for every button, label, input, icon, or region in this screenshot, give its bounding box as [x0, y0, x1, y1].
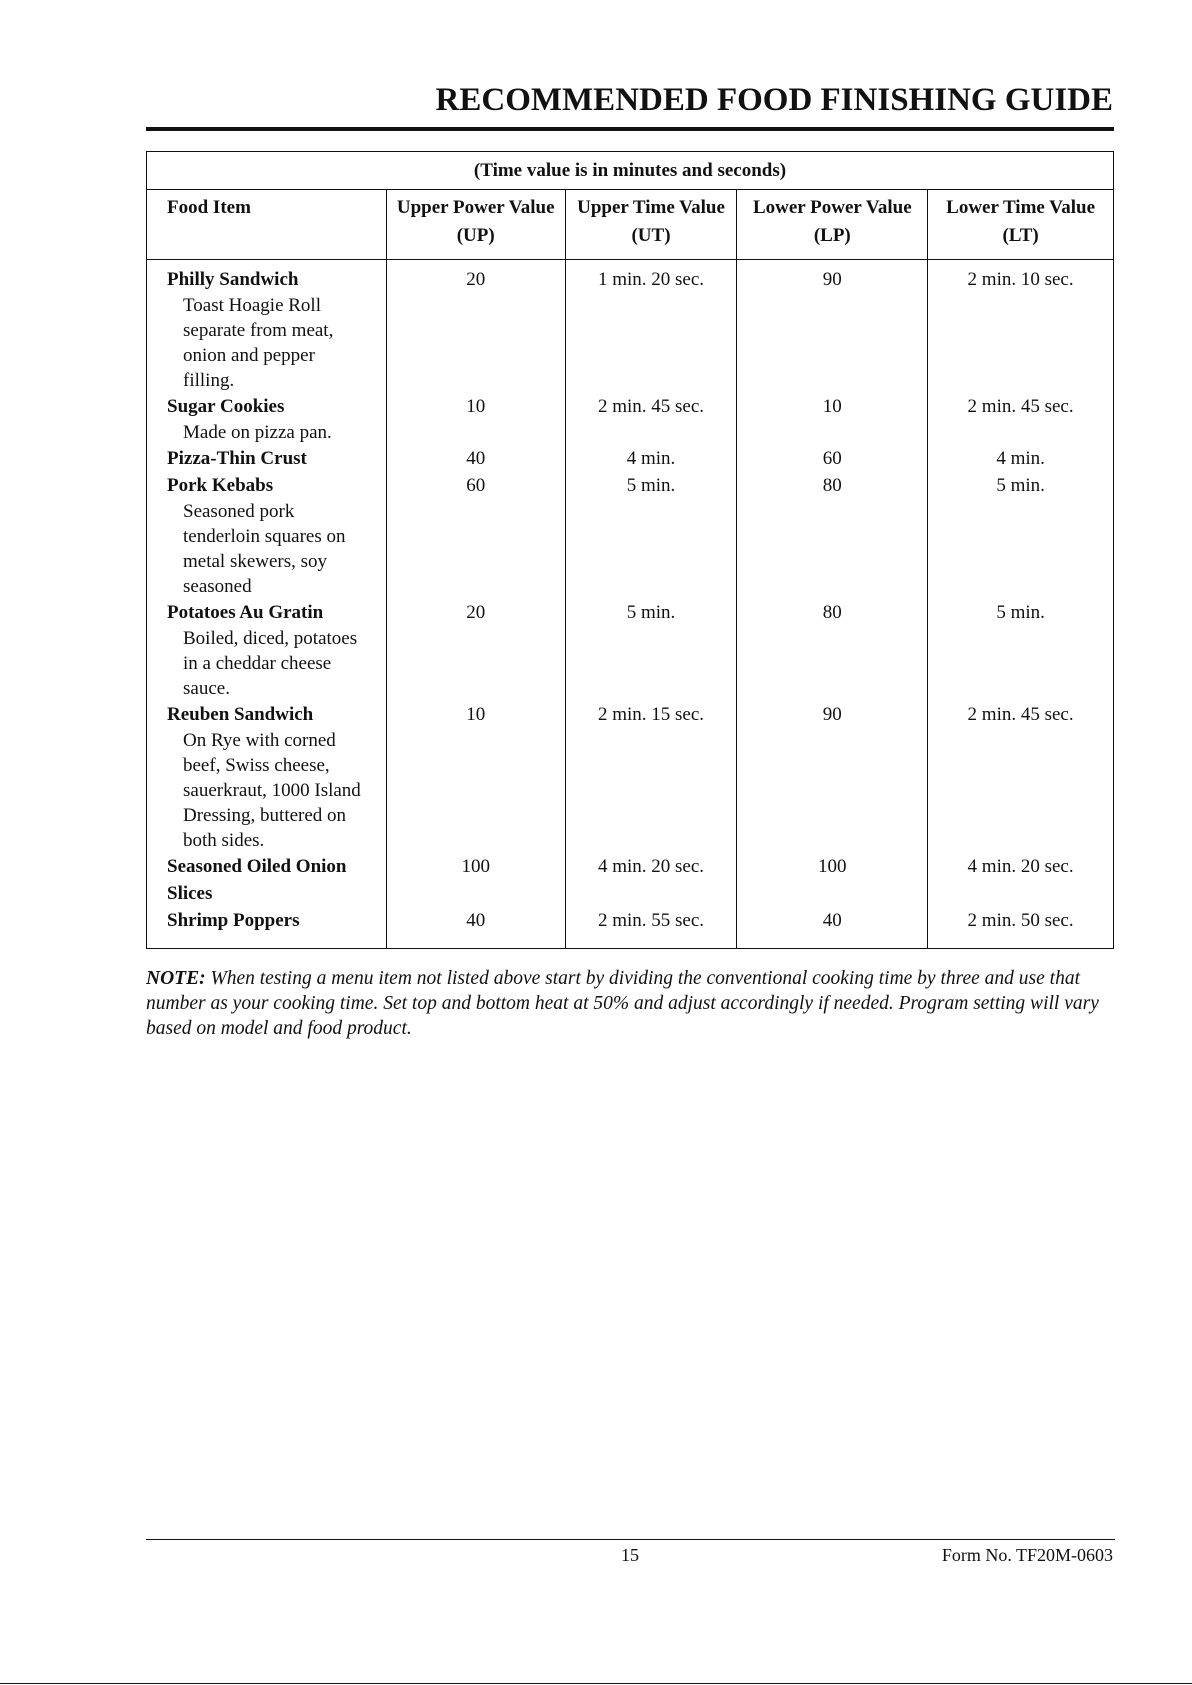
form-number: Form No. TF20M-0603: [941, 1545, 1113, 1565]
upper-time-value: 2 min. 55 sec.: [565, 907, 737, 949]
upper-time-value: 4 min.: [565, 445, 737, 472]
upper-power-value: 60: [386, 472, 565, 599]
food-item-cell: [147, 599, 387, 701]
lower-time-value: 4 min. 20 sec.: [928, 853, 1114, 907]
lower-power-value: 90: [737, 260, 928, 394]
upper-power-value: 40: [386, 445, 565, 472]
header-lower-power: Lower Power Value (LP): [737, 190, 928, 260]
upper-time-value: 1 min. 20 sec.: [565, 260, 737, 394]
table-row: [147, 907, 1114, 949]
food-item-description: Dressing, buttered on: [183, 805, 347, 826]
lower-power-value: 60: [737, 445, 928, 472]
food-item-name: Seasoned Oiled Onion: [167, 856, 347, 877]
food-item-description: Toast Hoagie Roll: [183, 295, 321, 316]
lower-power-value: 80: [737, 599, 928, 701]
upper-time-value: 4 min. 20 sec.: [565, 853, 737, 907]
food-item-description: filling.: [183, 370, 235, 391]
upper-power-value: 20: [386, 260, 565, 394]
table-row: [147, 701, 1114, 853]
note-text: When testing a menu item not listed above start by dividing the conventional cooking time by three and use that number as your cooking time. Set top and bottom heat at 50% and adjust accordingly if needed. Program setting will vary based on model and food product.: [146, 968, 1099, 1039]
note-label: NOTE:: [146, 968, 206, 989]
lower-power-value: 80: [737, 472, 928, 599]
lower-time-value: 4 min.: [928, 445, 1114, 472]
header-food-item: Food Item: [147, 190, 387, 260]
food-item-description: onion and pepper: [183, 345, 315, 366]
food-item-description: sauerkraut, 1000 Island: [183, 780, 361, 801]
note-paragraph: [146, 966, 1114, 1041]
upper-time-value: 2 min. 15 sec.: [565, 701, 737, 853]
food-item-name: Philly Sandwich: [167, 269, 299, 290]
upper-power-value: 100: [386, 853, 565, 907]
food-item-name: Potatoes Au Gratin: [167, 602, 324, 623]
header-upper-power: Upper Power Value (UP): [386, 190, 565, 260]
upper-time-value: 2 min. 45 sec.: [565, 393, 737, 445]
table-row: [147, 472, 1114, 599]
lower-time-value: 5 min.: [928, 599, 1114, 701]
food-item-description: Made on pizza pan.: [183, 422, 332, 443]
food-item-name: Pork Kebabs: [167, 475, 274, 496]
table-row: [147, 853, 1114, 907]
lower-power-value: 40: [737, 907, 928, 949]
page-title: RECOMMENDED FOOD FINISHING GUIDE: [435, 82, 1113, 118]
lower-time-value: 2 min. 10 sec.: [928, 260, 1114, 394]
food-item-description: sauce.: [183, 678, 230, 699]
food-item-name: Sugar Cookies: [167, 396, 285, 417]
food-item-cell: [147, 853, 387, 907]
upper-power-value: 40: [386, 907, 565, 949]
food-item-description: in a cheddar cheese: [183, 653, 332, 674]
lower-power-value: 90: [737, 701, 928, 853]
food-item-description: metal skewers, soy: [183, 551, 328, 572]
upper-power-value: 20: [386, 599, 565, 701]
food-item-description: tenderloin squares on: [183, 526, 346, 547]
table-row: [147, 393, 1114, 445]
food-item-cell: [147, 701, 387, 853]
header-lower-time: Lower Time Value (LT): [928, 190, 1114, 260]
food-item-name-continued: Slices: [167, 883, 213, 904]
food-item-description: both sides.: [183, 830, 265, 851]
table-header-row: [147, 190, 1114, 260]
table-row: [147, 599, 1114, 701]
lower-time-value: 2 min. 45 sec.: [928, 701, 1114, 853]
upper-time-value: 5 min.: [565, 599, 737, 701]
food-item-cell: [147, 907, 387, 949]
table-body: [147, 260, 1114, 949]
food-item-description: seasoned: [183, 576, 252, 597]
table-caption: (Time value is in minutes and seconds): [147, 152, 1114, 190]
food-item-name: Pizza-Thin Crust: [167, 448, 307, 469]
food-item-description: separate from meat,: [183, 320, 334, 341]
food-finishing-table: [146, 151, 1114, 949]
lower-power-value: 10: [737, 393, 928, 445]
upper-power-value: 10: [386, 701, 565, 853]
table-row: [147, 445, 1114, 472]
food-item-cell: [147, 393, 387, 445]
page-bottom-edge: [0, 1683, 1192, 1684]
food-item-name: Shrimp Poppers: [167, 910, 300, 931]
lower-time-value: 2 min. 50 sec.: [928, 907, 1114, 949]
footer-divider: [146, 1539, 1115, 1540]
table-row: [147, 260, 1114, 394]
food-item-cell: [147, 472, 387, 599]
food-item-description: beef, Swiss cheese,: [183, 755, 330, 776]
table-caption-row: [147, 152, 1114, 190]
lower-time-value: 5 min.: [928, 472, 1114, 599]
food-item-description: On Rye with corned: [183, 730, 336, 751]
lower-power-value: 100: [737, 853, 928, 907]
food-item-description: Seasoned pork: [183, 501, 295, 522]
page-number: 15: [621, 1545, 639, 1565]
lower-time-value: 2 min. 45 sec.: [928, 393, 1114, 445]
food-item-cell: [147, 260, 387, 394]
food-item-cell: [147, 445, 387, 472]
header-upper-time: Upper Time Value (UT): [565, 190, 737, 260]
food-item-description: Boiled, diced, potatoes: [183, 628, 358, 649]
upper-time-value: 5 min.: [565, 472, 737, 599]
title-divider: [146, 127, 1114, 131]
upper-power-value: 10: [386, 393, 565, 445]
food-item-name: Reuben Sandwich: [167, 704, 314, 725]
